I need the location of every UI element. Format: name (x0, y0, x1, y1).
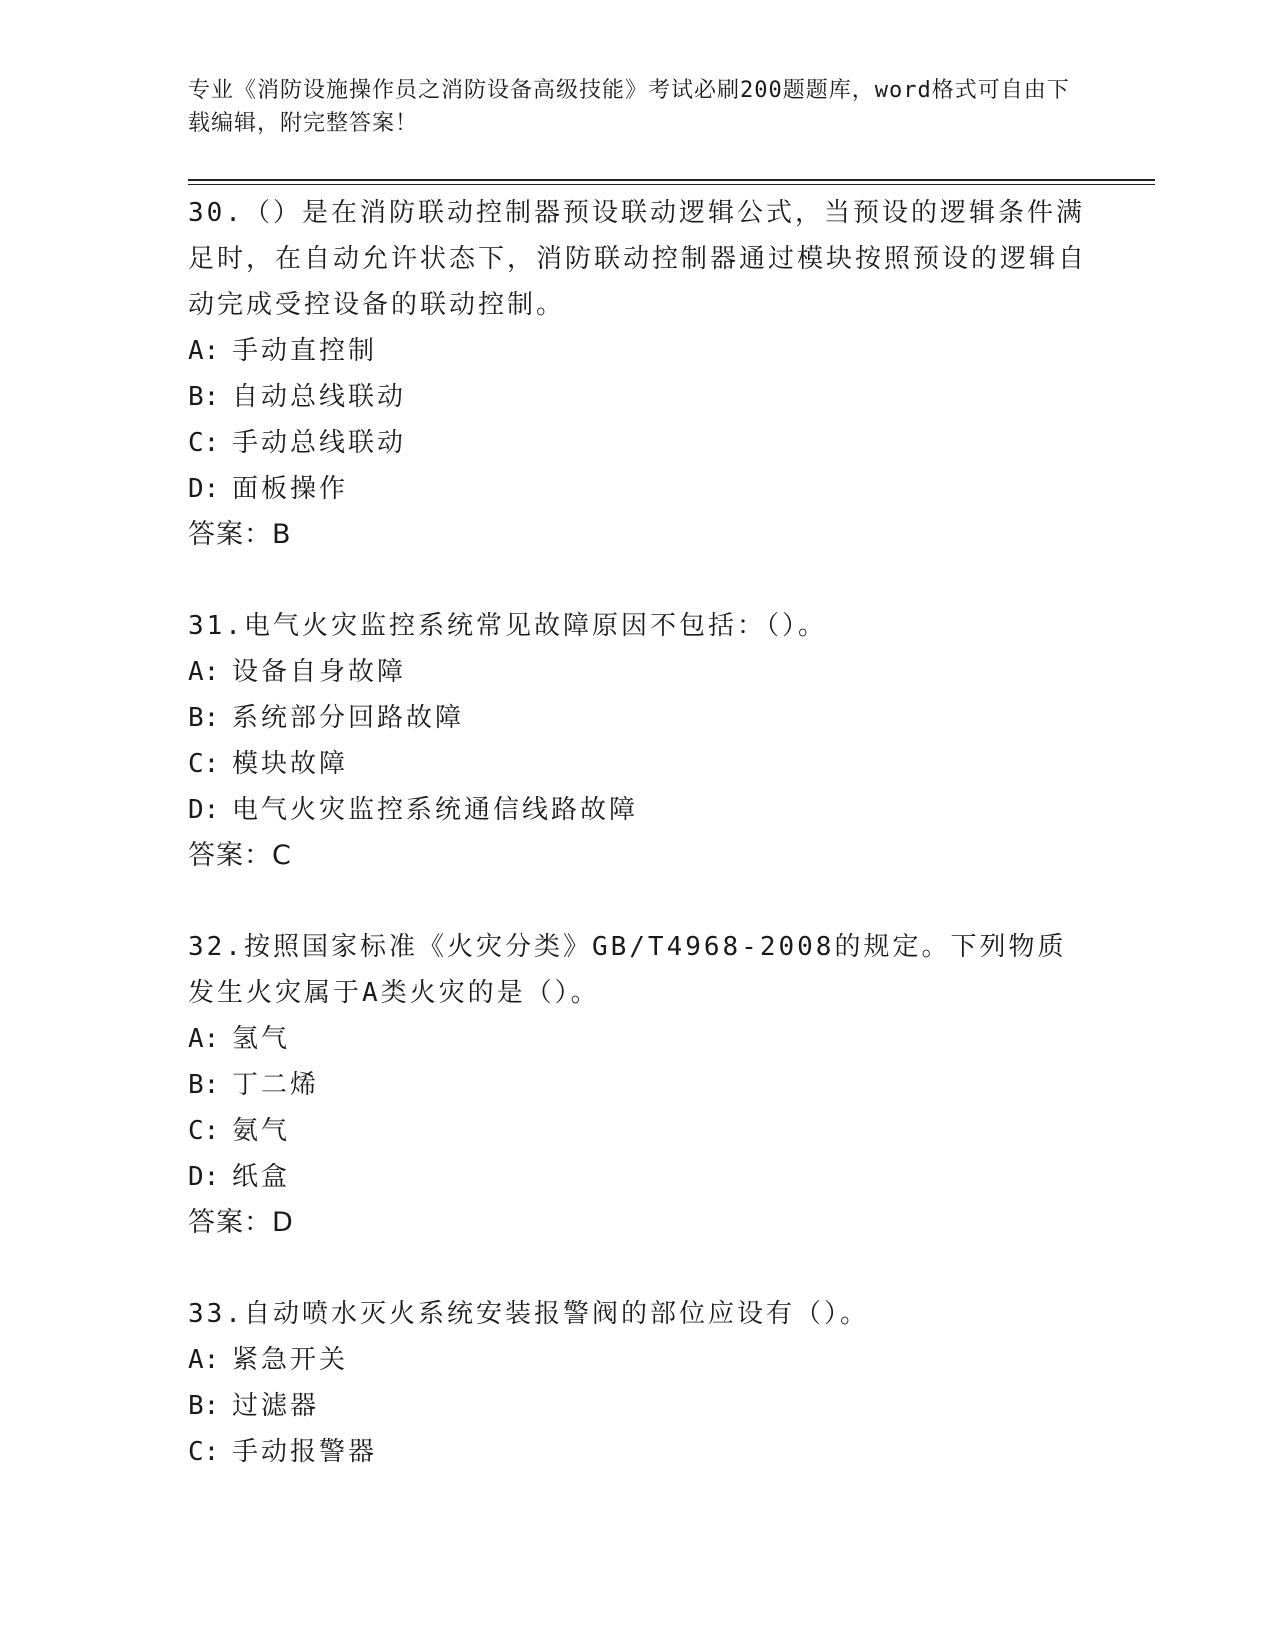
question-text: 30.（）是在消防联动控制器预设联动逻辑公式，当预设的逻辑条件满足时，在自动允许状态下，消防联动控制器通过模块按照预设的逻辑自动完成受控设备的联动控制。 (188, 198, 1088, 320)
option-letter: D: (188, 795, 220, 825)
option-b (188, 374, 1088, 420)
option-text: 手动直控制 (232, 336, 378, 366)
option-text: 丁二烯 (232, 1070, 320, 1100)
option-text: 设备自身故障 (232, 657, 407, 687)
option-letter: C: (188, 428, 220, 458)
header-divider-thin (188, 184, 1155, 185)
answer-label: 答案：D (188, 1207, 294, 1238)
option-a (188, 1337, 1088, 1383)
option-text: 模块故障 (232, 749, 349, 779)
question-list (188, 190, 1088, 1520)
document-header: 专业《消防设施操作员之消防设备高级技能》考试必刷200题题库，word格式可自由下载编辑，附完整答案！ (188, 78, 1070, 136)
question-text: 32.按照国家标准《火灾分类》GB/T4968-2008的规定。下列物质发生火灾属于A类火灾的是（）。 (188, 932, 1067, 1008)
option-c (188, 1108, 1088, 1154)
option-b (188, 1383, 1088, 1429)
option-a (188, 328, 1088, 374)
option-d (188, 466, 1088, 512)
option-text: 氨气 (232, 1116, 291, 1146)
option-letter: A: (188, 1345, 220, 1375)
option-c (188, 420, 1088, 466)
question-33 (188, 1291, 1088, 1475)
option-text: 电气火灾监控系统通信线路故障 (232, 795, 639, 825)
option-c (188, 741, 1088, 787)
option-b (188, 695, 1088, 741)
option-letter: B: (188, 1391, 220, 1421)
option-letter: A: (188, 1024, 220, 1054)
option-letter: C: (188, 1437, 220, 1467)
option-a (188, 1016, 1088, 1062)
option-text: 氢气 (232, 1024, 291, 1054)
answer-label: 答案：B (188, 519, 292, 550)
option-d (188, 787, 1088, 833)
option-letter: D: (188, 1162, 220, 1192)
option-letter: B: (188, 1070, 220, 1100)
answer-label: 答案：C (188, 840, 292, 871)
option-a (188, 649, 1088, 695)
option-text: 紧急开关 (232, 1345, 349, 1375)
option-letter: A: (188, 336, 220, 366)
option-text: 面板操作 (232, 474, 349, 504)
option-text: 手动报警器 (232, 1437, 378, 1467)
option-d (188, 1154, 1088, 1200)
option-text: 自动总线联动 (232, 382, 407, 412)
option-b (188, 1062, 1088, 1108)
option-letter: D: (188, 474, 220, 504)
option-c (188, 1429, 1088, 1475)
question-text: 33.自动喷水灭火系统安装报警阀的部位应设有（）。 (188, 1299, 869, 1329)
option-text: 纸盒 (232, 1162, 291, 1192)
option-letter: A: (188, 657, 220, 687)
question-30 (188, 190, 1088, 558)
option-text: 系统部分回路故障 (232, 703, 465, 733)
question-32 (188, 924, 1088, 1246)
question-31 (188, 603, 1088, 879)
option-letter: B: (188, 703, 220, 733)
option-text: 手动总线联动 (232, 428, 407, 458)
option-letter: C: (188, 749, 220, 779)
option-letter: C: (188, 1116, 220, 1146)
option-letter: B: (188, 382, 220, 412)
question-text: 31.电气火灾监控系统常见故障原因不包括：（）。 (188, 611, 827, 641)
option-text: 过滤器 (232, 1391, 320, 1421)
header-divider-thick (188, 179, 1155, 181)
